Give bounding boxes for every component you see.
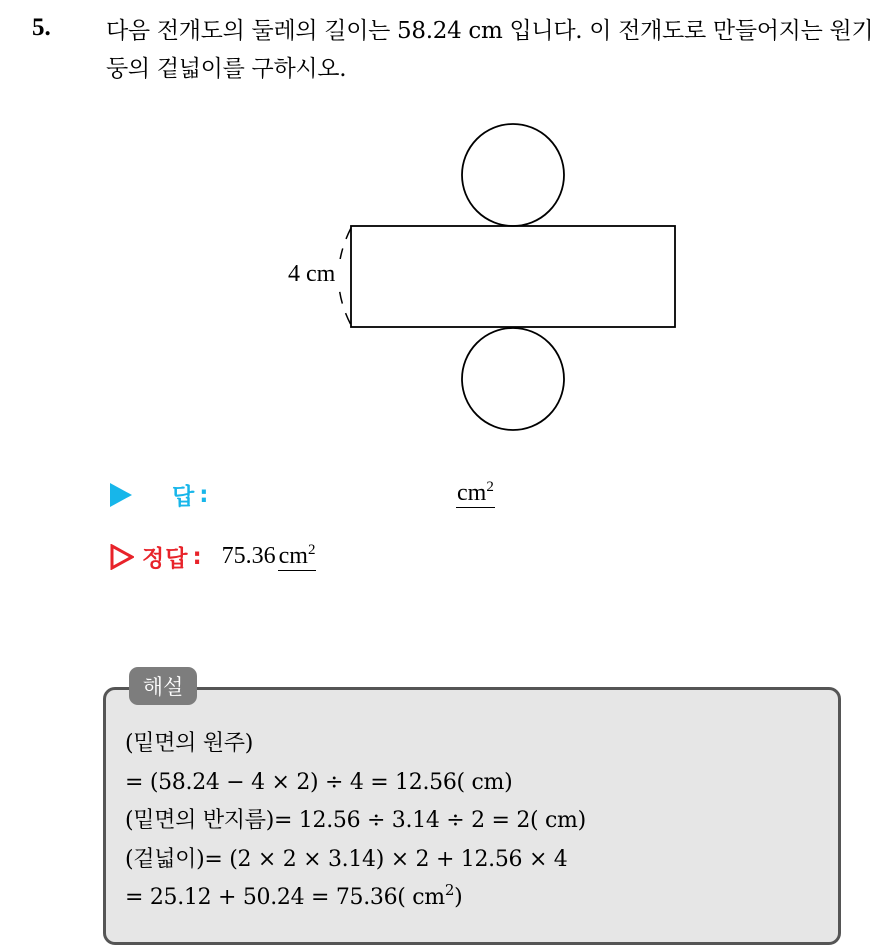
answer-unit[interactable]: $cm^2$ [457,479,494,506]
filled-triangle-icon [110,483,132,507]
solution-line: (겉넓이)= (2 × 2 × 3.14) × 2 + 12.56 × 4 [125,846,568,872]
solution-line: (밑면의 반지름)= 12.56 ÷ 3.14 ÷ 2 = 2( cm) [125,808,586,833]
side-rectangle [351,226,675,327]
bottom-circle [462,328,564,430]
solution-lines [125,725,586,918]
height-label: 4 cm [288,261,336,287]
correct-answer-colon: : [192,543,202,570]
correct-answer-row [110,540,316,573]
correct-answer-value: 75.36 [221,543,276,569]
solution-line: = (58.24 − 4 × 2) ÷ 4 = 12.56( cm) [125,769,513,795]
cylinder-net-figure [0,0,884,460]
answer-colon: : [199,481,209,508]
solution-tag: 해설 [129,667,197,705]
correct-answer-label: 정답 [142,546,189,572]
question-text: 다음 전개도의 둘레의 길이는 58.24 cm 입니다. 이 전개도로 만들어지는 원기둥의 겉넓이를 구하시오. [106,18,874,82]
outline-triangle-icon [110,544,134,570]
question-number: 5. [32,14,51,41]
answer-label: 답 [172,484,196,510]
solution-line: = 25.12 + 50.24 = 75.36( $cm^2$) [125,881,463,910]
solution-line: (밑면의 원주) [125,731,254,756]
top-circle [462,124,564,226]
answer-row [110,478,208,511]
correct-answer-unit: $cm^2$ [278,541,316,569]
